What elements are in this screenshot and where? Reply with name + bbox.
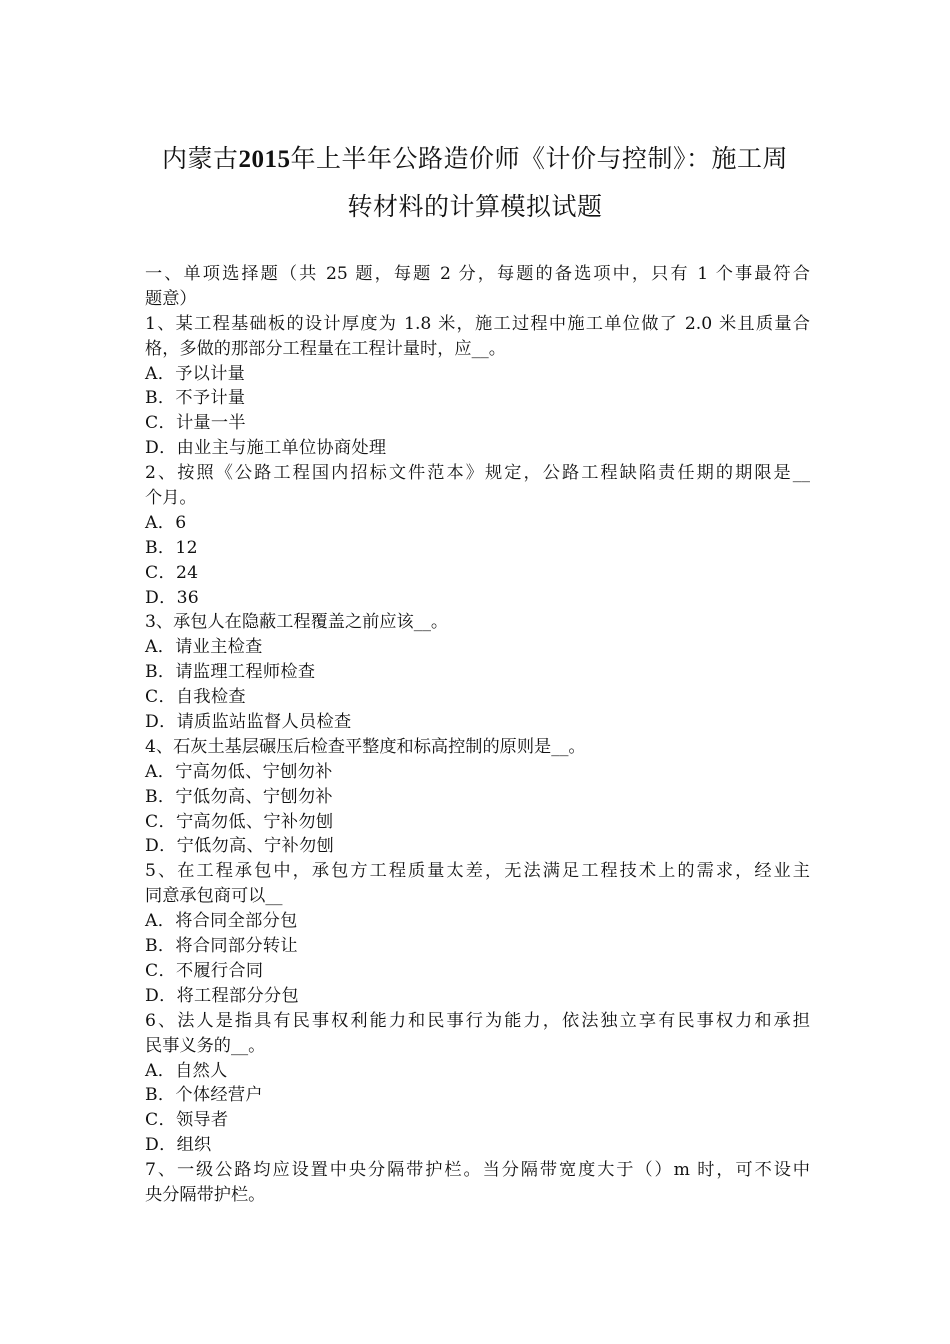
question-3-option-b: B．请监理工程师检查 bbox=[145, 662, 316, 683]
question-2-option-a: A．6 bbox=[145, 512, 187, 533]
question-3-option-a: A．请业主检查 bbox=[145, 637, 263, 658]
question-1-option-d: D．由业主与施工单位协商处理 bbox=[145, 438, 387, 459]
question-4-option-a: A．宁高勿低、宁刨勿补 bbox=[145, 761, 333, 782]
question-1-stem-line-2: 格，多做的那部分工程量在工程计量时，应__。 bbox=[145, 338, 506, 359]
question-2-option-c: C．24 bbox=[145, 562, 199, 583]
document-title-line-2: 转材料的计算模拟试题 bbox=[347, 192, 603, 221]
question-3-option-c: C．自我检查 bbox=[145, 687, 246, 708]
question-7-stem-line-1: 7、一级公路均应设置中央分隔带护栏。当分隔带宽度大于（）m 时，可不设中 bbox=[145, 1160, 810, 1181]
question-7-stem-line-2: 央分隔带护栏。 bbox=[145, 1184, 266, 1205]
question-2-stem-line-1: 2、按照《公路工程国内招标文件范本》规定，公路工程缺陷责任期的期限是__ bbox=[145, 463, 810, 484]
title-part-rest: 年上半年公路造价师《计价与控制》：施工周 bbox=[290, 144, 789, 173]
question-6-option-b: B．个体经营户 bbox=[145, 1085, 263, 1106]
question-6-option-d: D．组织 bbox=[145, 1135, 212, 1156]
section-header-line-1: 一、单项选择题（共 25 题，每题 2 分，每题的备选项中，只有 1 个事最符合 bbox=[145, 264, 810, 284]
question-5-option-d: D．将工程部分分包 bbox=[145, 985, 299, 1006]
question-6-stem-line-1: 6、法人是指具有民事权利能力和民事行为能力，依法独立享有民事权力和承担 bbox=[145, 1010, 810, 1031]
title-part-year: 2015 bbox=[238, 146, 291, 173]
title-part-region: 内蒙古 bbox=[161, 144, 239, 173]
question-5-stem-line-1: 5、在工程承包中，承包方工程质量太差，无法满足工程技术上的需求，经业主 bbox=[145, 861, 810, 882]
question-3-option-d: D．请质监站监督人员检查 bbox=[145, 712, 352, 733]
question-6-option-c: C．领导者 bbox=[145, 1110, 229, 1131]
question-1-stem-line-1: 1、某工程基础板的设计厚度为 1.8 米，施工过程中施工单位做了 2.0 米且质量合 bbox=[145, 313, 810, 334]
question-1-option-c: C．计量一半 bbox=[145, 413, 246, 434]
question-6-stem-line-2: 民事义务的__。 bbox=[145, 1035, 266, 1056]
question-2-option-d: D．36 bbox=[145, 587, 200, 608]
question-5-option-b: B．将合同部分转让 bbox=[145, 936, 298, 957]
question-2-stem-line-2: 个月。 bbox=[145, 488, 197, 509]
question-5-option-a: A．将合同全部分包 bbox=[145, 911, 298, 932]
document-body bbox=[145, 262, 810, 1208]
document-title-line-1 bbox=[100, 139, 850, 175]
question-4-option-c: C．宁高勿低、宁补勿刨 bbox=[145, 811, 334, 832]
question-6-option-a: A．自然人 bbox=[145, 1060, 228, 1081]
question-1-option-b: B．不予计量 bbox=[145, 388, 246, 409]
section-header-line-2: 题意） bbox=[145, 288, 197, 309]
question-1-option-a: A．予以计量 bbox=[145, 363, 246, 384]
question-4-option-b: B．宁低勿高、宁刨勿补 bbox=[145, 786, 333, 807]
question-2-option-b: B．12 bbox=[145, 537, 198, 558]
question-4-option-d: D．宁低勿高、宁补勿刨 bbox=[145, 836, 334, 857]
question-4-stem-line-1: 4、石灰土基层碾压后检查平整度和标高控制的原则是__。 bbox=[145, 736, 586, 757]
question-3-stem-line-1: 3、承包人在隐蔽工程覆盖之前应该__。 bbox=[145, 612, 449, 633]
question-5-option-c: C．不履行合同 bbox=[145, 960, 264, 981]
question-5-stem-line-2: 同意承包商可以__ bbox=[145, 886, 283, 907]
